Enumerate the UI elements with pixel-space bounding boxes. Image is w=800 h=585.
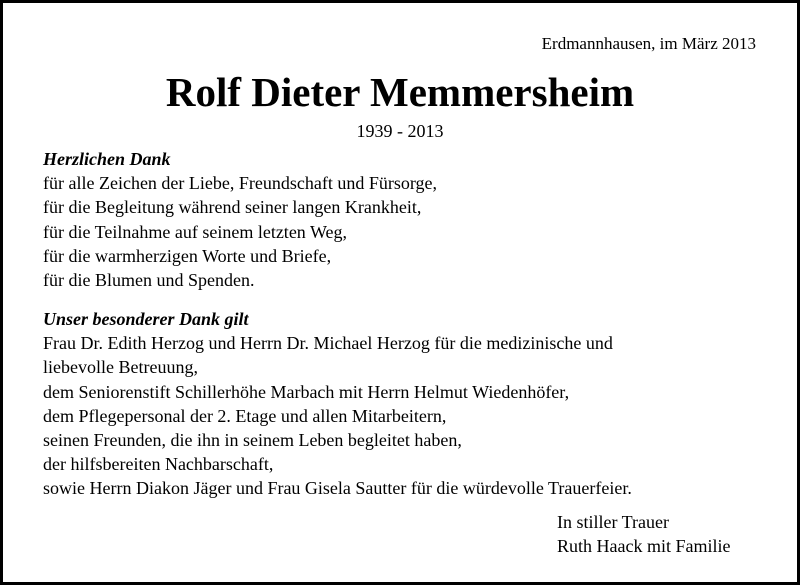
thanks-heading: Herzlichen Dank	[43, 149, 171, 169]
place-and-date: Erdmannhausen, im März 2013	[541, 34, 756, 53]
closing-signature	[557, 510, 730, 558]
thanks-line: für die warmherzigen Worte und Briefe,	[43, 245, 332, 266]
thanks-section	[43, 147, 437, 292]
special-thanks-line: Frau Dr. Edith Herzog und Herrn Dr. Michael Herzog für die medizinische und	[43, 333, 613, 354]
thanks-line: für alle Zeichen der Liebe, Freundschaft und Fürsorge,	[43, 173, 438, 194]
closing-phrase: In stiller Trauer	[557, 512, 669, 532]
thanks-line: für die Blumen und Spenden.	[43, 270, 255, 291]
special-thanks-heading: Unser besonderer Dank gilt	[43, 309, 249, 329]
special-thanks-line: dem Seniorenstift Schillerhöhe Marbach mit Herrn Helmut Wiedenhöfer,	[43, 381, 570, 402]
special-thanks-section	[43, 307, 632, 501]
thanks-line: für die Teilnahme auf seinem letzten Weg,	[43, 221, 348, 242]
closing-family: Ruth Haack mit Familie	[557, 536, 731, 556]
special-thanks-line: der hilfsbereiten Nachbarschaft,	[43, 454, 274, 475]
special-thanks-line: dem Pflegepersonal der 2. Etage und allen Mitarbeitern,	[43, 405, 447, 426]
life-years: 1939 - 2013	[356, 121, 444, 141]
thanks-line: für die Begleitung während seiner langen Krankheit,	[43, 197, 422, 218]
special-thanks-line: sowie Herrn Diakon Jäger und Frau Gisela Sautter für die würdevolle Trauerfeier.	[43, 478, 632, 499]
deceased-name: Rolf Dieter Memmersheim	[165, 69, 635, 115]
special-thanks-line: seinen Freunden, die ihn in seinem Leben begleitet haben,	[43, 430, 462, 451]
special-thanks-line: liebevolle Betreuung,	[43, 357, 198, 378]
